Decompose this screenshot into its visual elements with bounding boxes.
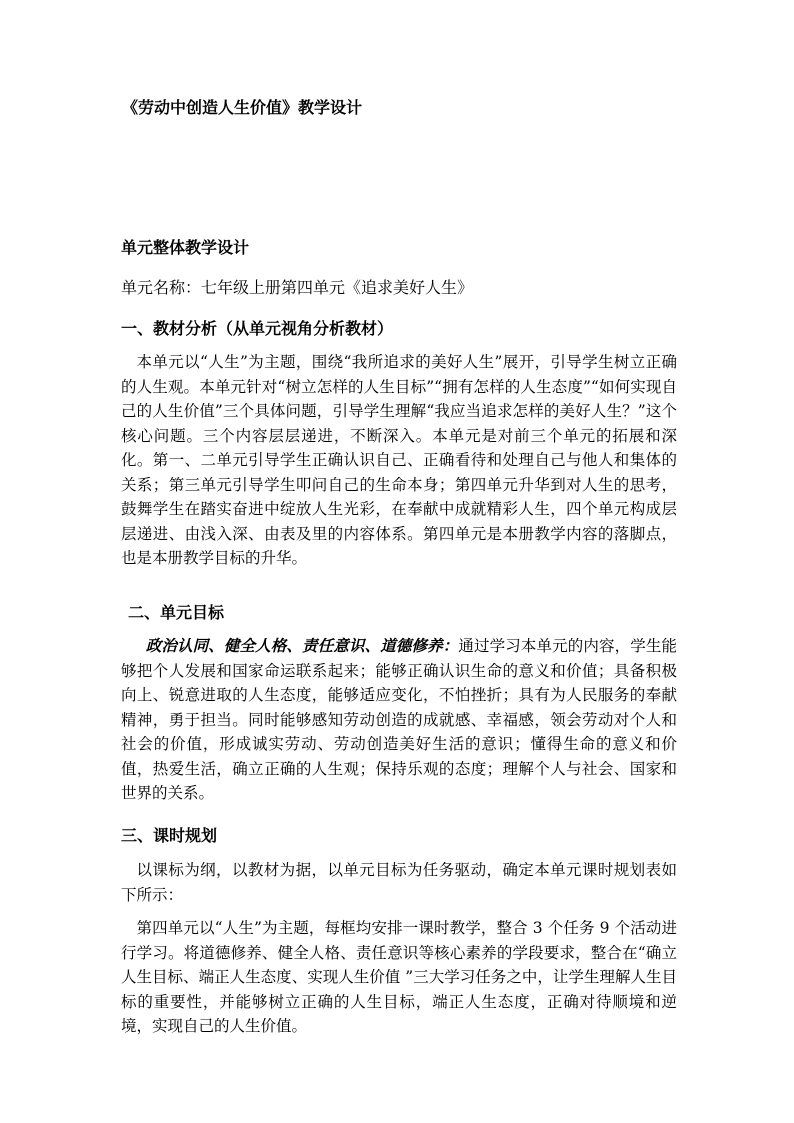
- section-overall-heading: 单元整体教学设计: [121, 238, 250, 257]
- paragraph-unit-goals: [121, 634, 677, 806]
- heading-textbook-analysis: 一、教材分析（从单元视角分析教材）: [121, 319, 394, 338]
- unit-name: 单元名称：七年级上册第四单元《追求美好人生》: [121, 278, 474, 297]
- goals-lead: 政治认同、健全人格、责任意识、道德修养：: [145, 636, 459, 655]
- paragraph-textbook-analysis: 本单元以“人生”为主题，围绕“我所追求的美好人生”展开，引导学生树立正确的人生观。本单元针对“树立怎样的人生目标”“拥有怎样的人生态度”“如何实现自己的人生价值”三个具体问题，引导学生理解“我应当追求怎样的美好人生？”这个核心问题。三个内容层层递进，不断深入。本单元是对前三个单元的拓展和深化。第一、二单元引导学生正确认识自己、正确看待和处理自己与他人和集体的关系；第三单元引导学生叩问自己的生命本身；第四单元升华到对人生的思考，鼓舞学生在踏实奋进中绽放人生光彩，在奉献中成就精彩人生，四个单元构成层层递进、由浅入深、由表及里的内容体系。第四单元是本册教学内容的落脚点，也是本册教学目标的升华。: [121, 353, 677, 567]
- goals-text: 通过学习本单元的内容，学生能够把个人发展和国家命运联系起来；能够正确认识生命的意义和价值；具备积极向上、锐意进取的人生态度，能够适应变化，不怕挫折；具有为人民服务的奉献精神，勇于担当。同时能够感知劳动创造的成就感、幸福感，领会劳动对个人和社会的价值，形成诚实劳动、劳动创造美好生活的意识；懂得生命的意义和价值，热爱生活，确立正确的人生观；保持乐观的态度；理解个人与社会、国家和世界的关系。: [121, 637, 677, 802]
- paragraph-lesson-plan-intro: 以课标为纲，以教材为据，以单元目标为任务驱动，确定本单元课时规划表如下所示：: [121, 861, 677, 904]
- heading-unit-goals: 二、单元目标: [128, 603, 225, 622]
- paragraph-lesson-plan-detail: 第四单元以“人生”为主题，每框均安排一课时教学，整合 3 个任务 9 个活动进行学习。将道德修养、健全人格、责任意识等核心素养的学段要求，整合在“确立人生目标、端正人生态度、实现人生价值 ”三大学习任务之中，让学生理解人生目标的重要性，并能够树立正确的人生目标，端正人生态度，正确对待顺境和逆境，实现自己的人生价值。: [121, 919, 677, 1035]
- document-title: 《劳动中创造人生价值》教学设计: [122, 98, 363, 117]
- heading-lesson-plan: 三、课时规划: [121, 826, 218, 845]
